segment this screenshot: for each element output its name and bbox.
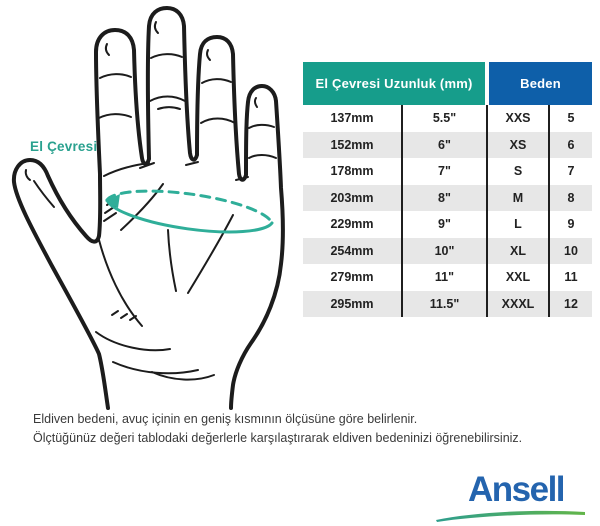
logo-swoosh-icon	[435, 508, 587, 522]
cell-inch: 7"	[403, 158, 488, 185]
table-row	[303, 105, 592, 132]
hand-illustration	[0, 0, 310, 410]
size-table	[303, 62, 592, 317]
cell-num: 11	[564, 270, 578, 285]
cell-mm: 152mm	[303, 132, 403, 159]
cell-num: 10	[564, 243, 578, 258]
caption-line-1: Eldiven bedeni, avuç içinin en geniş kısmının ölçüsüne göre belirlenir.	[33, 412, 418, 426]
table-row	[303, 132, 592, 159]
ansell-logo	[435, 470, 587, 522]
hand-drawing-svg	[0, 0, 310, 410]
cell-size: XXXL	[488, 291, 550, 318]
table-row	[303, 158, 592, 185]
size-table-header	[303, 62, 592, 105]
cell-size: M	[488, 185, 550, 212]
cell-size: XL	[488, 238, 550, 265]
table-row	[303, 264, 592, 291]
cell-size: L	[488, 211, 550, 238]
cell-num: 6	[567, 137, 575, 152]
cell-inch: 10"	[403, 238, 488, 265]
cell-mm: 178mm	[303, 158, 403, 185]
cell-num: 5	[567, 111, 575, 126]
table-row	[303, 238, 592, 265]
cell-inch: 11.5"	[403, 291, 488, 318]
caption	[33, 410, 578, 448]
cell-inch: 11"	[403, 264, 488, 291]
cell-num: 12	[564, 296, 578, 311]
table-row	[303, 291, 592, 318]
cell-size: XXL	[488, 264, 550, 291]
circumference-label: El Çevresi	[30, 139, 98, 154]
cell-mm: 295mm	[303, 291, 403, 318]
hand-outline	[14, 8, 283, 408]
caption-line-2: Ölçtüğünüz değeri tablodaki değerlerle karşılaştırarak eldiven bedeninizi öğrenebilirsiniz.	[33, 431, 523, 445]
cell-inch: 9"	[403, 211, 488, 238]
cell-mm: 137mm	[303, 105, 403, 132]
cell-size: XXS	[488, 105, 550, 132]
ansell-wordmark: Ansell	[468, 470, 565, 509]
table-row	[303, 185, 592, 212]
cell-inch: 6"	[403, 132, 488, 159]
table-row	[303, 211, 592, 238]
cell-mm: 203mm	[303, 185, 403, 212]
header-measurement: El Çevresi Uzunluk (mm)	[303, 62, 485, 105]
cell-inch: 8"	[403, 185, 488, 212]
cell-mm: 254mm	[303, 238, 403, 265]
cell-mm: 229mm	[303, 211, 403, 238]
size-table-rows	[303, 105, 592, 317]
header-size: Beden	[489, 62, 592, 105]
cell-num: 9	[567, 217, 575, 232]
cell-size: XS	[488, 132, 550, 159]
cell-size: S	[488, 158, 550, 185]
cell-num: 7	[567, 164, 575, 179]
cell-inch: 5.5"	[403, 105, 488, 132]
cell-mm: 279mm	[303, 264, 403, 291]
cell-num: 8	[567, 190, 575, 205]
